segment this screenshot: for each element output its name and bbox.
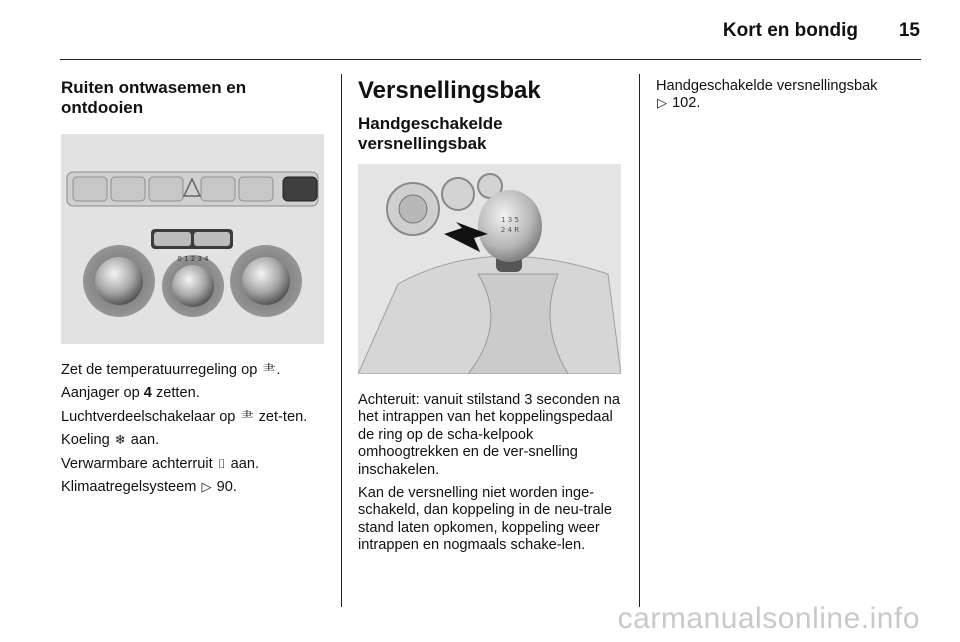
text-cooling: Koeling [61, 432, 110, 449]
paragraph-air-distribution [61, 409, 326, 426]
windscreen-defrost-icon: ⺻ [262, 363, 276, 378]
header-rule [60, 59, 921, 60]
gear-lever-illustration [358, 164, 621, 374]
text-climate-reference: Klimaatregelsysteem [61, 479, 197, 496]
paragraph-climate-reference [61, 479, 326, 496]
text-temperature-end: . [276, 362, 281, 378]
windscreen-defrost-icon: ⺻ [240, 409, 254, 425]
page-number: 15 [898, 20, 920, 41]
paragraph-cooling [61, 432, 326, 449]
text-manual-reference: Handgeschakelde versnellingsbak [656, 78, 878, 94]
paragraph-gear-engage: Kan de versnelling niet worden inge-schakeld, dan koppeling in de neu-trale stand laten opkomen, koppeling weer intrappen en nogmaals schake-len. [358, 485, 612, 554]
paragraph-fan [61, 385, 326, 402]
text-air-distribution: Luchtverdeelschakelaar op [61, 408, 236, 425]
text-cooling-end: aan. [130, 432, 160, 449]
page-reference-arrow-icon: ▷ [201, 480, 212, 496]
svg-text:0 1 2 3 4: 0 1 2 3 4 [177, 255, 209, 263]
text-rear-window-end: aan. [230, 455, 260, 472]
column-divider-2 [639, 74, 640, 607]
column-reference [656, 78, 921, 113]
header-title: Kort en bondig [722, 20, 858, 41]
section-heading-transmission: Versnellingsbak [358, 77, 541, 104]
paragraph-temperature [61, 362, 326, 379]
column-divider-1 [341, 74, 342, 607]
svg-text:2 4 R: 2 4 R [500, 226, 520, 234]
column-transmission [358, 78, 623, 555]
text-temperature: Zet de temperatuurregeling op [61, 362, 258, 378]
svg-text:1 3 5: 1 3 5 [501, 216, 519, 224]
climate-control-figure [61, 134, 324, 344]
section-heading-defrost: Ruiten ontwasemen en ontdooien [61, 78, 247, 117]
text-fan-end: zetten. [155, 385, 200, 402]
text-rear-window: Verwarmbare achterruit [61, 455, 213, 472]
paragraph-manual-reference [656, 78, 921, 113]
climate-control-illustration [61, 134, 324, 344]
column-defrost [61, 78, 326, 496]
text-air-distribution-end: zet-ten. [258, 408, 308, 425]
snowflake-icon: ❄ [114, 433, 126, 449]
climate-reference-page[interactable]: 90. [216, 479, 237, 496]
watermark: carmanualsonline.info [617, 602, 920, 635]
paragraph-reverse-gear: Achteruit: vanuit stilstand 3 seconden na het intrappen van het koppelingspedaal de ring op de scha-kelpook omhoogtrekken en de ver-snelling inschakelen. [358, 392, 621, 478]
rear-window-heating-icon: ⌷ [217, 456, 226, 472]
text-fan: Aanjager op [61, 385, 140, 402]
paragraph-rear-window [61, 456, 326, 473]
manual-reference-page[interactable]: 102. [672, 95, 701, 112]
fan-speed-value: 4 [143, 385, 152, 402]
page-reference-arrow-icon: ▷ [657, 96, 667, 112]
subheading-manual-transmission: Handgeschakelde versnellingsbak [358, 114, 503, 153]
gear-lever-figure [358, 164, 621, 374]
